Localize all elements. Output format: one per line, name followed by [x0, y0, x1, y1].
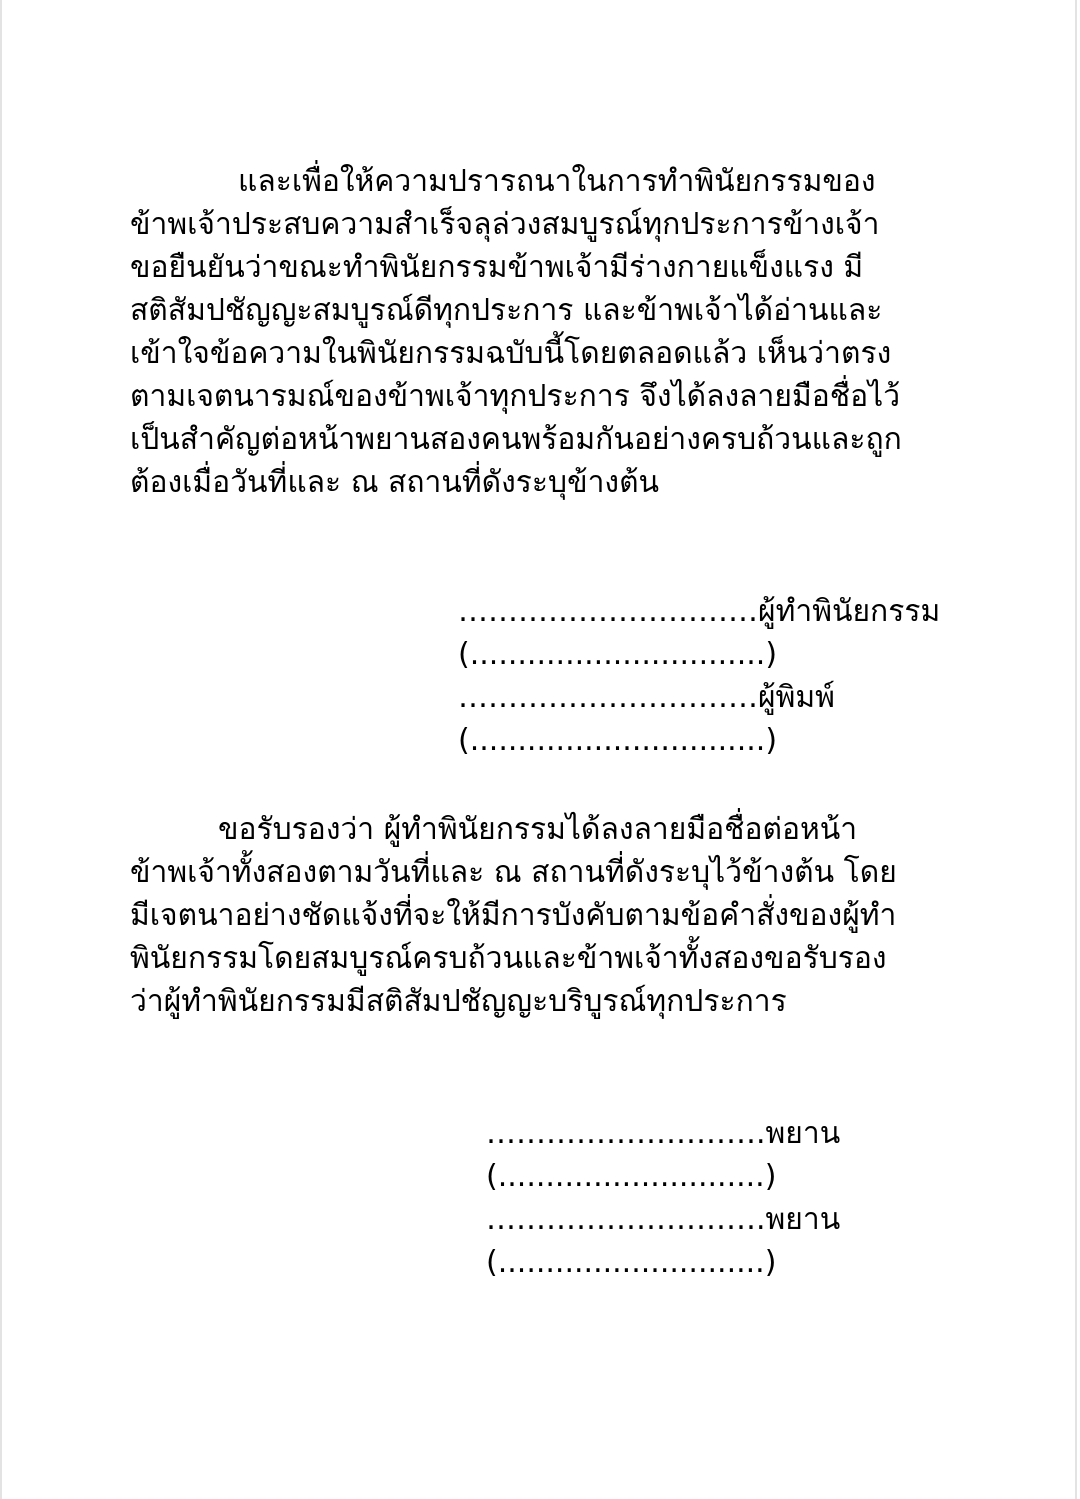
paragraph-line: พินัยกรรมโดยสมบูรณ์ครบถ้วนและข้าพเจ้าทั้งสองขอรับรอง: [130, 941, 887, 976]
paragraph-line: ข้าพเจ้าทั้งสองตามวันที่และ ณ สถานที่ดังระบุไว้ข้างต้น โดย: [130, 855, 897, 890]
paragraph-line: ขอรับรองว่า ผู้ทำพินัยกรรมได้ลงลายมือชื่อต่อหน้า: [218, 812, 858, 847]
paragraph-line: ข้าพเจ้าประสบความสำเร็จลุล่วงสมบูรณ์ทุกประการข้างเจ้า: [130, 207, 880, 242]
paragraph-line: ว่าผู้ทำพินัยกรรมมีสติสัมปชัญญะบริบูรณ์ทุกประการ: [130, 984, 787, 1019]
witness-certification-paragraph: [130, 808, 897, 1023]
testator-signature-line: …………………………ผู้ทำพินัยกรรม: [458, 594, 941, 629]
testator-declaration-paragraph: [130, 160, 902, 504]
paragraph-line: และเพื่อให้ความปรารถนาในการทำพินัยกรรมของ: [238, 164, 876, 199]
paragraph-line: ต้องเมื่อวันที่และ ณ สถานที่ดังระบุข้างต้น: [130, 465, 660, 500]
witness-1-signature-line: ……………………….พยาน: [486, 1116, 841, 1151]
paragraph-line: สติสัมปชัญญะสมบูรณ์ดีทุกประการ และข้าพเจ้าได้อ่านและ: [130, 293, 883, 328]
paragraph-line: เป็นสำคัญต่อหน้าพยานสองคนพร้อมกันอย่างครบถ้วนและถูก: [130, 422, 902, 457]
testator-name-line: (...............................): [458, 637, 778, 672]
typist-name-line: (...............................): [458, 723, 778, 758]
paragraph-line: ตามเจตนารมณ์ของข้าพเจ้าทุกประการ จึงได้ลงลายมือชื่อไว้: [130, 379, 901, 414]
paragraph-line: ขอยืนยันว่าขณะทำพินัยกรรมข้าพเจ้ามีร่างกายแข็งแรง มี: [130, 250, 864, 285]
paragraph-line: มีเจตนาอย่างชัดแจ้งที่จะให้มีการบังคับตามข้อคำสั่งของผู้ทำ: [130, 898, 897, 933]
witness-2-name-line: (............................): [486, 1245, 777, 1280]
typist-signature-line: …………………………ผู้พิมพ์: [458, 680, 835, 715]
witness-signature-block: [486, 1112, 840, 1284]
witness-1-name-line: (............................): [486, 1159, 777, 1194]
testator-signature-block: [458, 590, 940, 762]
paragraph-line: เข้าใจข้อความในพินัยกรรมฉบับนี้โดยตลอดแล้ว เห็นว่าตรง: [130, 336, 892, 371]
witness-2-signature-line: ……………………….พยาน: [486, 1202, 841, 1237]
